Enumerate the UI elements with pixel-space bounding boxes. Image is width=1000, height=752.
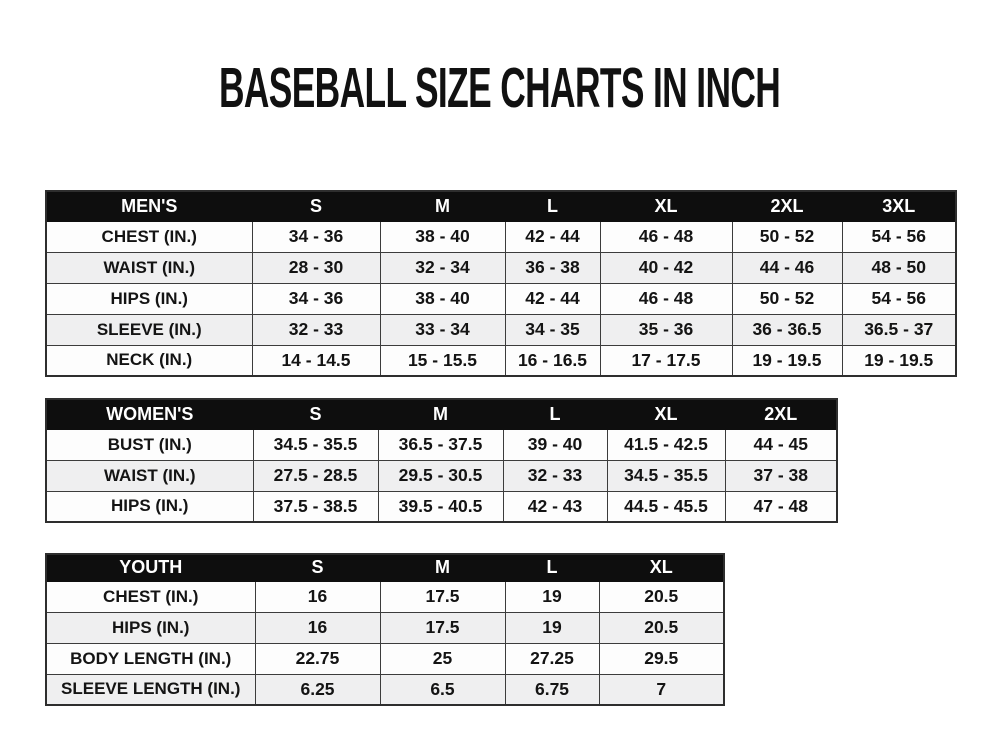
- measurement-row: [46, 674, 724, 705]
- size-header-cell: 2XL: [732, 191, 842, 221]
- size-value-cell: 32 - 33: [503, 460, 607, 491]
- size-value-cell: 29.5 - 30.5: [378, 460, 503, 491]
- size-value-cell: 35 - 36: [600, 314, 732, 345]
- size-header-cell: L: [505, 191, 600, 221]
- size-header-cell: 3XL: [842, 191, 956, 221]
- size-header-cell: S: [253, 399, 378, 429]
- size-value-cell: 37 - 38: [725, 460, 837, 491]
- size-value-cell: 19: [505, 612, 599, 643]
- page-title-text: BASEBALL SIZE CHARTS IN INCH: [219, 56, 781, 120]
- measurement-row: [46, 643, 724, 674]
- size-header-cell: M: [378, 399, 503, 429]
- size-value-cell: 39 - 40: [503, 429, 607, 460]
- size-value-cell: 44 - 45: [725, 429, 837, 460]
- size-value-cell: 6.75: [505, 674, 599, 705]
- size-value-cell: 39.5 - 40.5: [378, 491, 503, 522]
- size-value-cell: 47 - 48: [725, 491, 837, 522]
- size-value-cell: 6.5: [380, 674, 505, 705]
- size-header-cell: S: [252, 191, 380, 221]
- size-value-cell: 36.5 - 37.5: [378, 429, 503, 460]
- size-value-cell: 54 - 56: [842, 283, 956, 314]
- measurement-label: HIPS (IN.): [46, 612, 255, 643]
- size-header-cell: 2XL: [725, 399, 837, 429]
- size-value-cell: 40 - 42: [600, 252, 732, 283]
- size-header-cell: M: [380, 191, 505, 221]
- measurement-label: SLEEVE (IN.): [46, 314, 252, 345]
- size-header-cell: L: [505, 554, 599, 581]
- size-value-cell: 25: [380, 643, 505, 674]
- measurement-label: NECK (IN.): [46, 345, 252, 376]
- size-value-cell: 17.5: [380, 612, 505, 643]
- size-value-cell: 19: [505, 581, 599, 612]
- size-value-cell: 44.5 - 45.5: [607, 491, 725, 522]
- size-value-cell: 50 - 52: [732, 221, 842, 252]
- size-value-cell: 32 - 34: [380, 252, 505, 283]
- size-value-cell: 44 - 46: [732, 252, 842, 283]
- womens-size-table: [45, 398, 838, 523]
- size-value-cell: 33 - 34: [380, 314, 505, 345]
- measurement-label: HIPS (IN.): [46, 491, 253, 522]
- size-value-cell: 7: [599, 674, 724, 705]
- size-header-cell: M: [380, 554, 505, 581]
- section-title-cell: YOUTH: [46, 554, 255, 581]
- measurement-label: CHEST (IN.): [46, 581, 255, 612]
- measurement-row: [46, 345, 956, 376]
- size-value-cell: 42 - 43: [503, 491, 607, 522]
- size-value-cell: 32 - 33: [252, 314, 380, 345]
- measurement-label: WAIST (IN.): [46, 252, 252, 283]
- size-value-cell: 17 - 17.5: [600, 345, 732, 376]
- size-value-cell: 16 - 16.5: [505, 345, 600, 376]
- section-title-cell: WOMEN'S: [46, 399, 253, 429]
- size-value-cell: 16: [255, 612, 380, 643]
- size-value-cell: 42 - 44: [505, 221, 600, 252]
- size-value-cell: 36 - 36.5: [732, 314, 842, 345]
- size-value-cell: 46 - 48: [600, 221, 732, 252]
- size-header-cell: XL: [600, 191, 732, 221]
- page-title: [0, 56, 1000, 124]
- measurement-row: [46, 429, 837, 460]
- size-value-cell: 38 - 40: [380, 221, 505, 252]
- size-value-cell: 37.5 - 38.5: [253, 491, 378, 522]
- measurement-label: BODY LENGTH (IN.): [46, 643, 255, 674]
- size-header-cell: S: [255, 554, 380, 581]
- size-value-cell: 34.5 - 35.5: [253, 429, 378, 460]
- size-value-cell: 19 - 19.5: [732, 345, 842, 376]
- measurement-label: WAIST (IN.): [46, 460, 253, 491]
- header-row: [46, 554, 724, 581]
- size-value-cell: 19 - 19.5: [842, 345, 956, 376]
- section-title-cell: MEN'S: [46, 191, 252, 221]
- size-header-cell: L: [503, 399, 607, 429]
- measurement-label: BUST (IN.): [46, 429, 253, 460]
- size-value-cell: 48 - 50: [842, 252, 956, 283]
- size-value-cell: 34 - 35: [505, 314, 600, 345]
- measurement-row: [46, 460, 837, 491]
- measurement-row: [46, 252, 956, 283]
- size-value-cell: 46 - 48: [600, 283, 732, 314]
- size-value-cell: 17.5: [380, 581, 505, 612]
- measurement-row: [46, 612, 724, 643]
- size-value-cell: 50 - 52: [732, 283, 842, 314]
- measurement-label: HIPS (IN.): [46, 283, 252, 314]
- size-value-cell: 22.75: [255, 643, 380, 674]
- size-value-cell: 42 - 44: [505, 283, 600, 314]
- measurement-row: [46, 314, 956, 345]
- size-value-cell: 20.5: [599, 612, 724, 643]
- measurement-row: [46, 221, 956, 252]
- size-value-cell: 6.25: [255, 674, 380, 705]
- size-value-cell: 27.25: [505, 643, 599, 674]
- size-value-cell: 27.5 - 28.5: [253, 460, 378, 491]
- size-value-cell: 41.5 - 42.5: [607, 429, 725, 460]
- size-value-cell: 34 - 36: [252, 283, 380, 314]
- header-row: [46, 399, 837, 429]
- size-value-cell: 36 - 38: [505, 252, 600, 283]
- size-value-cell: 54 - 56: [842, 221, 956, 252]
- mens-size-table: [45, 190, 957, 377]
- size-header-cell: XL: [607, 399, 725, 429]
- size-value-cell: 28 - 30: [252, 252, 380, 283]
- measurement-label: SLEEVE LENGTH (IN.): [46, 674, 255, 705]
- header-row: [46, 191, 956, 221]
- size-value-cell: 20.5: [599, 581, 724, 612]
- size-header-cell: XL: [599, 554, 724, 581]
- size-value-cell: 29.5: [599, 643, 724, 674]
- measurement-row: [46, 581, 724, 612]
- size-value-cell: 38 - 40: [380, 283, 505, 314]
- size-value-cell: 15 - 15.5: [380, 345, 505, 376]
- measurement-row: [46, 283, 956, 314]
- size-value-cell: 34 - 36: [252, 221, 380, 252]
- measurement-label: CHEST (IN.): [46, 221, 252, 252]
- size-value-cell: 16: [255, 581, 380, 612]
- youth-size-table: [45, 553, 725, 706]
- size-value-cell: 34.5 - 35.5: [607, 460, 725, 491]
- size-value-cell: 14 - 14.5: [252, 345, 380, 376]
- size-value-cell: 36.5 - 37: [842, 314, 956, 345]
- measurement-row: [46, 491, 837, 522]
